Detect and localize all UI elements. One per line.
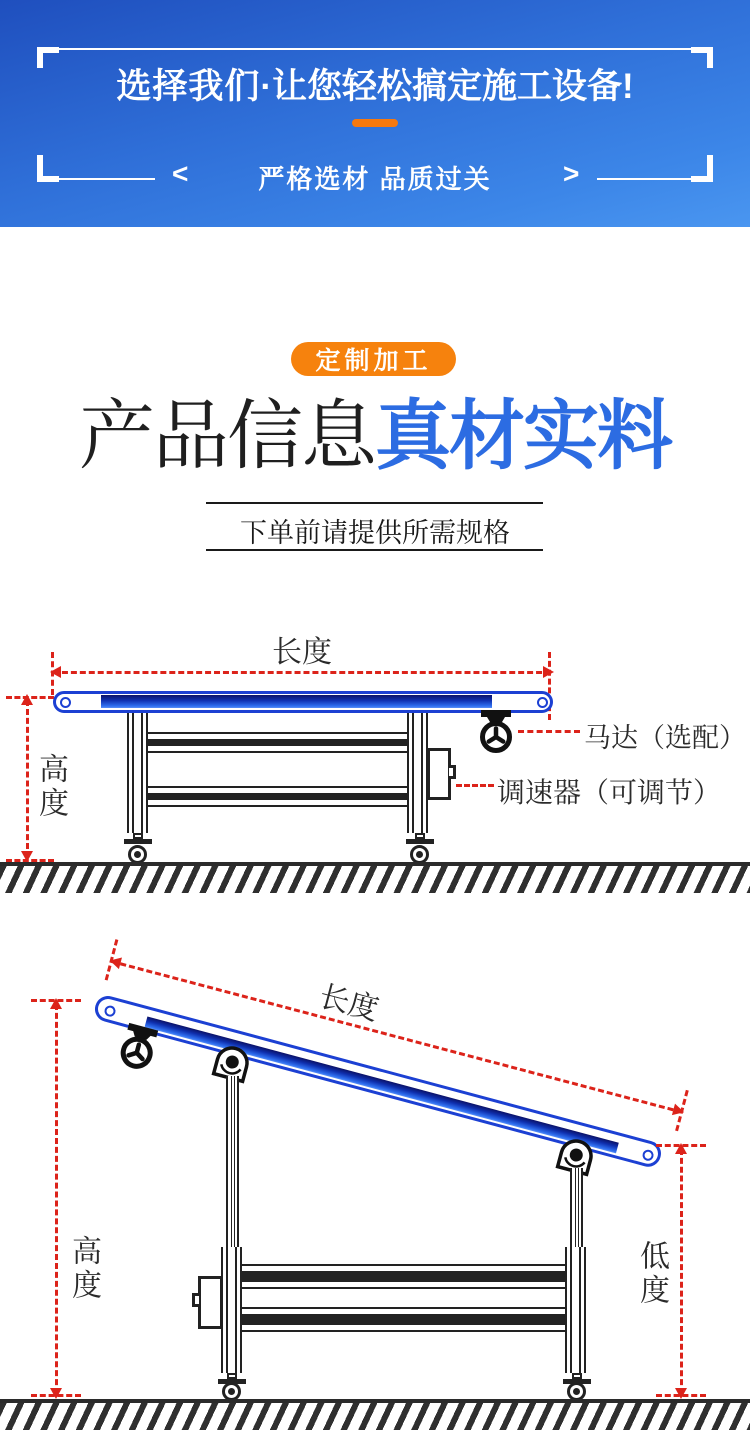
ground-hatching (0, 862, 750, 893)
height-label: 高度 (67, 1235, 100, 1303)
length-label: 长度 (315, 979, 382, 1028)
low-dimension-line (680, 1149, 683, 1394)
section-title-accent: 真材实料 (375, 394, 671, 479)
height-arrow-up-icon (50, 998, 62, 1009)
ground-hatching (0, 1399, 750, 1430)
height-dimension-line (55, 1004, 58, 1394)
bolt-hole-right-icon (537, 697, 548, 708)
controller-callout-line (456, 784, 494, 787)
accent-bar (352, 119, 398, 127)
low-tick-bottom (656, 1394, 706, 1397)
cross-rails-upper (148, 732, 407, 753)
cross-rails-upper (242, 1264, 565, 1289)
hero-banner (0, 0, 750, 227)
banner-tagline: 严格选材 品质过关 (258, 164, 492, 194)
section-title-primary: 产品信息 (79, 394, 375, 479)
speed-controller-knob (192, 1293, 199, 1307)
caster-hub (416, 851, 423, 858)
motor-callout-label: 马达（选配） (584, 723, 746, 753)
bolt-hole-right-icon (641, 1149, 654, 1162)
caster-hub (573, 1388, 580, 1395)
left-leg (221, 1247, 242, 1373)
height-arrow-up-icon (21, 694, 33, 705)
caster-plate (406, 839, 434, 844)
length-label: 长度 (272, 636, 332, 669)
right-leg (407, 713, 428, 833)
motor-icon (111, 1019, 166, 1077)
bolt-hole-left-icon (103, 1004, 116, 1017)
left-leg (127, 713, 148, 833)
right-leg (565, 1247, 586, 1373)
caster-hub (134, 851, 141, 858)
caster-hub (228, 1388, 235, 1395)
low-label: 低度 (635, 1240, 668, 1308)
left-pillar (226, 1076, 239, 1248)
length-extension-left (51, 652, 54, 695)
custom-processing-badge: 定制加工 (291, 342, 456, 376)
banner-title (0, 68, 750, 106)
subtitle-rule-top (206, 502, 543, 504)
cross-rails-lower (148, 786, 407, 807)
right-pillar (570, 1168, 583, 1248)
conveyor-belt (145, 1016, 619, 1153)
height-tick-bottom (31, 1394, 81, 1397)
speed-controller-box (427, 748, 451, 800)
chevron-right-icon: > (563, 158, 580, 189)
speed-controller-box (198, 1276, 223, 1329)
corner-bracket-top-left-arm (37, 47, 59, 53)
cross-rails-lower (242, 1307, 565, 1332)
controller-callout-label: 调速器（可调节） (497, 777, 722, 808)
speed-controller-knob (449, 765, 456, 779)
height-arrow-down-icon (21, 851, 33, 862)
frame-top-line (57, 48, 693, 50)
section-subtitle: 下单前请提供所需规格 (240, 518, 510, 548)
motor-icon (474, 708, 518, 756)
conveyor-belt (101, 695, 492, 708)
subtitle-rule-bottom (206, 549, 543, 551)
bolt-hole-left-icon (60, 697, 71, 708)
low-arrow-up-icon (675, 1143, 687, 1154)
banner-title-rest: ·让您轻松搞定施工设备! (260, 67, 634, 106)
chevron-left-icon: < (172, 158, 189, 189)
section-title (0, 394, 750, 480)
height-label: 高度 (34, 753, 67, 821)
caster-plate (124, 839, 152, 844)
banner-title-emphasis: 选择我们 (116, 67, 261, 106)
length-dimension-line (53, 671, 551, 674)
motor-callout-line (518, 730, 580, 733)
corner-bracket-top-right (707, 47, 713, 68)
height-dimension-line (26, 700, 29, 858)
